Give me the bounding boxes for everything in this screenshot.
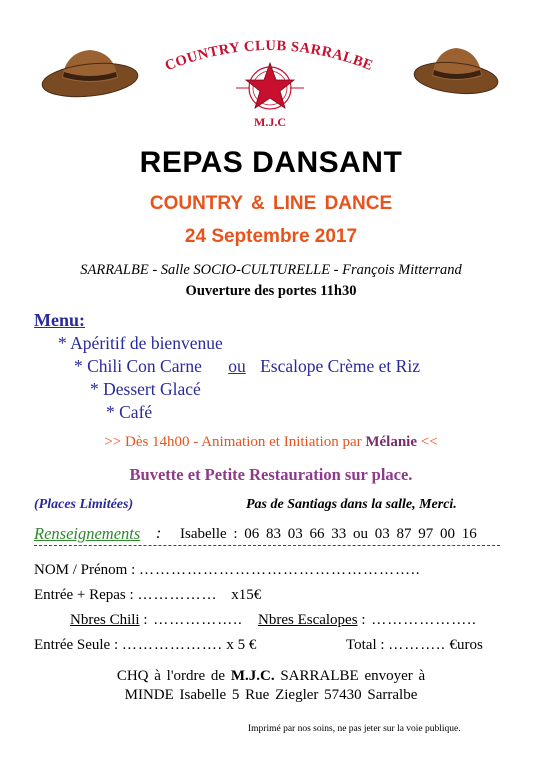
santiags-notice: Pas de Santiags dans la salle, Merci.: [246, 497, 457, 512]
seule-price: x 5 €: [226, 637, 257, 653]
cut-line: [34, 545, 500, 546]
contact-colon: :: [156, 525, 162, 542]
contact-label: Renseignements: [34, 524, 141, 543]
cheque-payee: M.J.C.: [230, 668, 275, 684]
star-icon: [236, 63, 304, 109]
doors-opening: Ouverture des portes 11h30: [185, 283, 357, 299]
name-label: NOM / Prénom :: [34, 562, 136, 578]
menu-or: ou: [228, 356, 246, 376]
cheque-address: MINDE Isabelle 5 Rue Ziegler 57430 Sarralbe: [124, 687, 418, 703]
event-subtitle: COUNTRY & LINE DANCE: [149, 193, 393, 214]
menu-item: * Apéritif de bienvenue: [58, 333, 223, 353]
animation-suffix: <<: [420, 434, 438, 450]
event-venue: SARRALBE - Salle SOCIO-CULTURELLE - François Mitterrand: [80, 262, 462, 278]
menu-item: * Dessert Glacé: [90, 379, 201, 399]
escalope-label: Nbres Escalopes: [258, 612, 358, 628]
buvette-notice: Buvette et Petite Restauration sur place.: [129, 465, 413, 484]
form-escalope-row: [258, 612, 477, 629]
contact-phones: Isabelle : 06 83 03 66 33 ou 03 87 97 00 16: [180, 526, 477, 542]
animation-text: >> Dès 14h00 - Animation et Initiation par: [104, 434, 362, 450]
total-label: Total :: [346, 637, 385, 653]
animation-name: Mélanie: [365, 434, 418, 450]
menu-item: * Café: [106, 402, 153, 422]
seule-label: Entrée Seule :: [34, 637, 119, 653]
animation-line: [0, 434, 542, 451]
club-logo-graphic: [0, 0, 542, 140]
club-logo: [0, 0, 542, 140]
cheque-order: CHQ à l'ordre de: [116, 668, 226, 684]
club-name: COUNTRY CLUB SARRALBE: [162, 37, 376, 75]
chili-field: : ……………..: [143, 612, 243, 628]
form-total-row: [346, 637, 483, 654]
name-field: ……………………………………………..: [139, 562, 421, 578]
repas-field: ……………: [137, 587, 218, 603]
total-field: ………..: [388, 637, 446, 653]
places-limitees: (Places Limitées): [34, 497, 134, 512]
org-name: M.J.C: [254, 115, 286, 129]
cowboy-hat-icon: [413, 48, 500, 97]
form-name-row: [34, 562, 421, 579]
cheque-send: SARRALBE envoyer à: [280, 668, 426, 684]
form-repas-row: [34, 587, 261, 604]
event-title: REPAS DANSANT: [139, 146, 403, 179]
menu-item-main: [74, 356, 420, 377]
cheque-instructions: [0, 667, 542, 705]
escalope-field: : ………………..: [361, 612, 477, 628]
total-unit: €uros: [449, 637, 483, 653]
form-chili-row: [70, 612, 243, 629]
repas-price: x15€: [231, 587, 262, 603]
seule-field: ……………….: [121, 637, 223, 653]
menu-item-label: * Chili Con Carne: [74, 356, 202, 376]
print-notice: Imprimé par nos soins, ne pas jeter sur la voie publique.: [248, 724, 461, 734]
chili-label: Nbres Chili: [70, 612, 140, 628]
event-date: 24 Septembre 2017: [184, 226, 358, 247]
repas-label: Entrée + Repas :: [34, 587, 134, 603]
cowboy-hat-icon: [41, 50, 140, 101]
form-seule-row: [34, 637, 256, 654]
menu-heading: Menu:: [34, 310, 85, 330]
menu-item-alt: Escalope Crème et Riz: [260, 356, 420, 376]
